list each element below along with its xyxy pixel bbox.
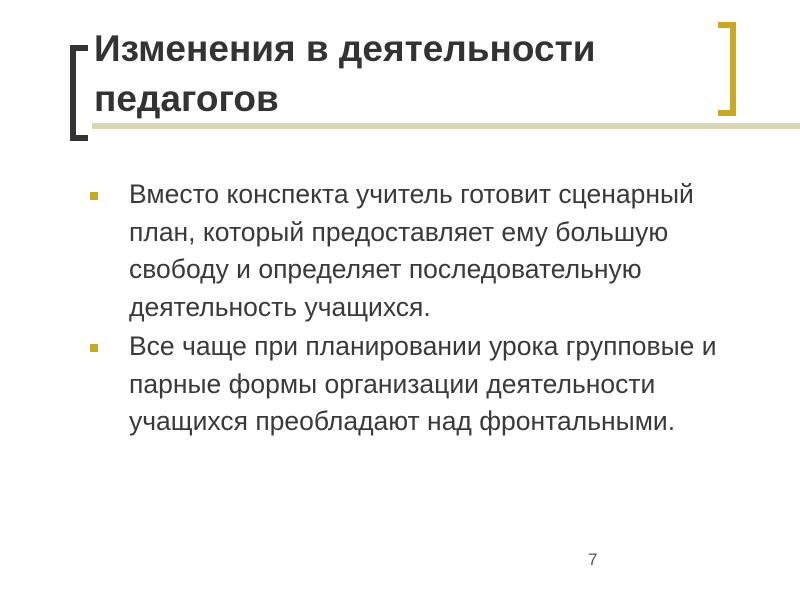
slide-title: Изменения в деятельности педагогов [94, 28, 596, 119]
bullet-item [87, 176, 747, 326]
bullet-item [87, 328, 747, 441]
page-number: 7 [588, 550, 598, 569]
left-bracket-decoration [70, 45, 88, 141]
square-bullet-icon [90, 192, 98, 200]
square-bullet-icon [90, 344, 98, 352]
bullet-list [87, 176, 747, 443]
bullet-text: Все чаще при планировании урока групповые и парные формы организации деятельности учащихся преобладают над фронтальными. [129, 331, 717, 436]
bullet-text: Вместо конспекта учитель готовит сценарный план, который предоставляет ему большую свободу и определяет последовательную деятельность учащихся. [129, 179, 694, 322]
right-bracket-decoration [718, 22, 736, 116]
